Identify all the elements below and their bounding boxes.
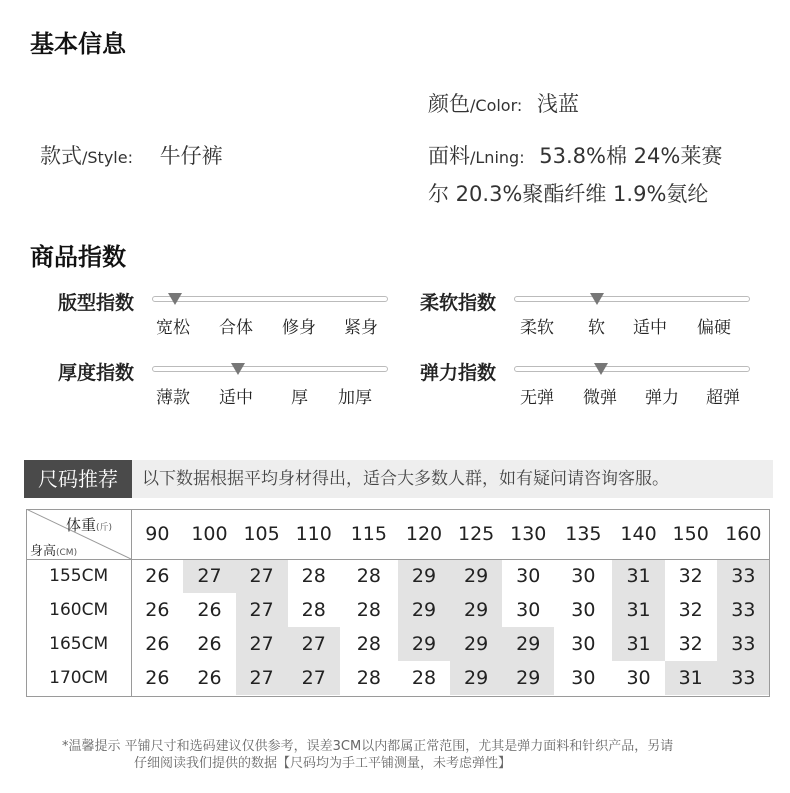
size-cell: 31 xyxy=(665,661,717,695)
softness-index-marker xyxy=(590,293,604,305)
size-cell: 30 xyxy=(571,633,596,655)
weight-axis-label: 体重(斤) xyxy=(66,516,113,534)
size-cell: 29 xyxy=(398,627,450,661)
size-cell: 28 xyxy=(356,565,381,587)
height-header: 165CM xyxy=(49,634,109,654)
size-cell: 28 xyxy=(301,565,326,587)
table-row xyxy=(26,593,770,627)
color-value: 浅蓝 xyxy=(536,92,579,116)
size-cell: 26 xyxy=(197,633,222,655)
size-cell: 29 xyxy=(450,661,502,695)
fabric-label-en: /Lning: xyxy=(470,148,525,167)
size-cell: 30 xyxy=(571,667,596,689)
size-cell: 28 xyxy=(411,667,437,689)
thickness-index-label: 厚度指数 xyxy=(58,362,135,384)
fabric-value-line1: 53.8%棉 24%莱赛 xyxy=(539,144,723,168)
table-row xyxy=(26,559,770,593)
style-label-en: /Style: xyxy=(82,148,133,167)
table-row xyxy=(26,661,770,695)
weight-header: 140 xyxy=(620,523,657,545)
thickness-option-2: 厚 xyxy=(291,388,308,408)
size-cell: 31 xyxy=(612,593,664,627)
size-cell: 26 xyxy=(145,599,170,621)
thickness-option-0: 薄款 xyxy=(156,388,190,408)
weight-header: 150 xyxy=(672,523,709,545)
weight-header: 115 xyxy=(350,523,387,545)
elasticity-index-label: 弹力指数 xyxy=(420,362,497,384)
fit-index-track xyxy=(152,296,388,302)
size-cell: 26 xyxy=(145,633,170,655)
size-cell: 30 xyxy=(626,667,651,689)
weight-header: 120 xyxy=(405,523,443,545)
size-table xyxy=(26,509,770,695)
elasticity-index-track xyxy=(514,366,750,372)
size-cell: 29 xyxy=(398,593,450,627)
size-cell: 29 xyxy=(450,593,502,627)
size-cell: 30 xyxy=(516,599,541,621)
softness-option-0: 柔软 xyxy=(520,318,554,338)
elasticity-index-marker xyxy=(594,363,608,375)
size-cell: 28 xyxy=(356,633,381,655)
size-cell: 32 xyxy=(678,633,703,655)
size-table-divider-horizontal xyxy=(26,559,770,560)
height-axis-label: 身高(CM) xyxy=(30,544,78,559)
size-cell: 28 xyxy=(356,667,381,689)
size-cell: 30 xyxy=(516,565,541,587)
weight-header: 160 xyxy=(725,523,762,545)
style-label: 款式 xyxy=(40,144,82,168)
size-banner-title: 尺码推荐 xyxy=(24,460,132,498)
style-value: 牛仔裤 xyxy=(159,144,223,168)
fit-option-1: 合体 xyxy=(219,318,253,338)
size-cell: 29 xyxy=(502,661,554,695)
fabric-value-line2: 尔 20.3%聚酯纤维 1.9%氨纶 xyxy=(428,182,709,206)
table-row xyxy=(26,627,770,661)
size-banner-text: 以下数据根据平均身材得出，适合大多数人群，如有疑问请咨询客服。 xyxy=(142,469,669,489)
size-cell: 27 xyxy=(183,559,235,593)
weight-header: 125 xyxy=(457,523,495,545)
fit-option-0: 宽松 xyxy=(156,318,190,338)
size-cell: 26 xyxy=(197,667,222,689)
weight-header: 130 xyxy=(510,523,547,545)
size-cell: 33 xyxy=(717,559,770,593)
size-cell: 32 xyxy=(678,599,703,621)
size-cell: 33 xyxy=(717,627,770,661)
elasticity-option-1: 微弹 xyxy=(583,388,617,408)
size-table-divider-vertical xyxy=(131,509,132,697)
size-cell: 26 xyxy=(145,667,170,689)
weight-header: 135 xyxy=(565,523,602,545)
weight-header: 105 xyxy=(243,523,280,545)
thickness-index-marker xyxy=(231,363,245,375)
softness-index-track xyxy=(514,296,750,302)
size-cell: 31 xyxy=(612,627,664,661)
height-header: 170CM xyxy=(49,668,109,688)
size-note-line2: 仔细阅读我们提供的数据【尺码均为手工平铺测量，未考虑弹性】 xyxy=(134,756,512,771)
size-cell: 31 xyxy=(612,559,664,593)
size-cell: 27 xyxy=(236,627,288,661)
elasticity-option-2: 弹力 xyxy=(645,388,679,408)
fit-index-marker xyxy=(168,293,182,305)
weight-header: 100 xyxy=(191,523,228,545)
height-header: 160CM xyxy=(49,600,109,620)
fabric-row xyxy=(428,140,722,170)
elasticity-option-0: 无弹 xyxy=(520,388,554,408)
fit-option-2: 修身 xyxy=(282,318,316,338)
size-cell: 27 xyxy=(288,661,340,695)
size-cell: 29 xyxy=(450,627,502,661)
thickness-index-track xyxy=(152,366,388,372)
size-cell: 29 xyxy=(450,559,502,593)
size-cell: 33 xyxy=(717,593,770,627)
product-index-title: 商品指数 xyxy=(30,243,126,271)
size-cell: 30 xyxy=(571,599,596,621)
size-cell: 26 xyxy=(197,599,222,621)
style-row xyxy=(40,140,223,170)
softness-option-2: 适中 xyxy=(633,318,667,338)
size-cell: 29 xyxy=(398,559,450,593)
softness-index-label: 柔软指数 xyxy=(420,292,497,314)
fabric-label: 面料 xyxy=(428,144,470,168)
basic-info-title: 基本信息 xyxy=(30,30,126,58)
color-label: 颜色 xyxy=(428,92,470,116)
size-cell: 28 xyxy=(301,599,326,621)
size-cell: 33 xyxy=(717,661,770,695)
elasticity-option-3: 超弹 xyxy=(706,388,740,408)
thickness-option-1: 适中 xyxy=(219,388,253,408)
softness-option-3: 偏硬 xyxy=(697,318,731,338)
size-table-header-row xyxy=(26,509,770,559)
size-cell: 30 xyxy=(571,565,596,587)
size-cell: 28 xyxy=(356,599,381,621)
height-header: 155CM xyxy=(49,566,109,586)
size-cell: 27 xyxy=(236,661,288,695)
weight-header: 110 xyxy=(295,523,332,545)
color-label-en: /Color: xyxy=(470,96,523,115)
size-note-line1: *温馨提示 平铺尺寸和选码建议仅供参考，误差3CM以内都属正常范围，尤其是弹力面料和针织产品，另请 xyxy=(62,739,674,754)
size-cell: 27 xyxy=(236,593,288,627)
size-cell: 27 xyxy=(236,559,288,593)
size-cell: 29 xyxy=(502,627,554,661)
softness-option-1: 软 xyxy=(588,318,605,338)
size-cell: 26 xyxy=(145,565,170,587)
weight-header: 90 xyxy=(145,523,170,545)
fit-index-label: 版型指数 xyxy=(58,292,135,314)
size-cell: 27 xyxy=(288,627,340,661)
thickness-option-3: 加厚 xyxy=(338,388,372,408)
size-cell: 32 xyxy=(678,565,703,587)
fit-option-3: 紧身 xyxy=(344,318,378,338)
color-row xyxy=(428,88,579,118)
